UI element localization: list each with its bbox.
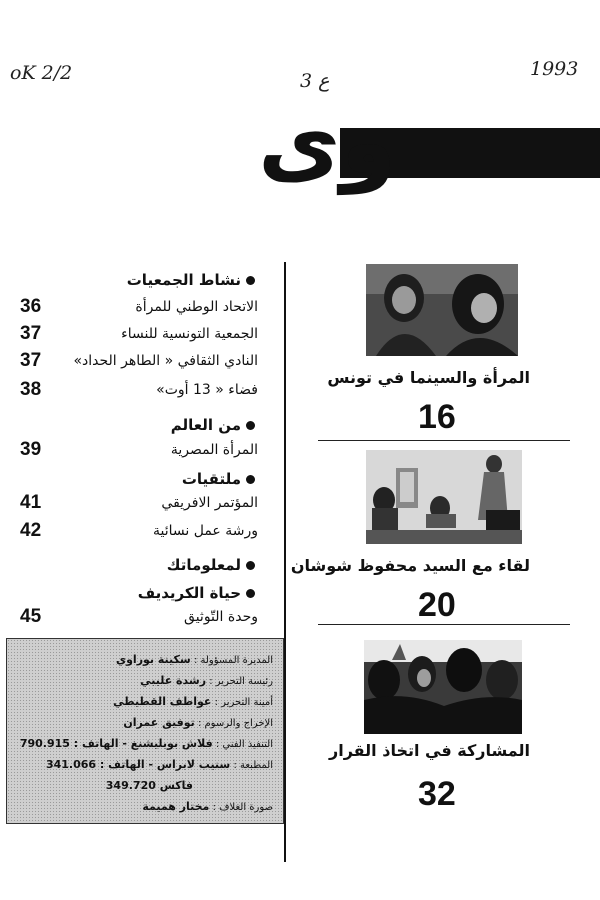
- toc-entry-title: الجمعية التونسية للنساء: [121, 326, 258, 342]
- staff-line: صورة الغلاف : مختار هميمة: [142, 800, 273, 813]
- toc-entry-page: 39: [20, 439, 42, 460]
- feature-divider: [318, 624, 570, 625]
- feature-photo-participation: [364, 640, 522, 734]
- feature-page-number: 16: [418, 398, 456, 436]
- toc-entry-title: المؤتمر الافريقي: [161, 495, 258, 511]
- feature-title[interactable]: المرأة والسينما في تونس: [327, 368, 530, 387]
- feature-title[interactable]: لقاء مع السيد محفوظ شوشان: [290, 556, 530, 575]
- toc-entry-page: 42: [20, 520, 42, 541]
- feature-photo-cinema: [366, 264, 518, 356]
- feature-page-number: 20: [418, 586, 456, 624]
- toc-entry-page: 36: [20, 296, 42, 317]
- staff-line: التنفيذ الفني : فلاش بوبليشنغ - الهاتف : 790.915: [19, 737, 273, 750]
- feature-photo-interview: [366, 450, 522, 544]
- column-divider: [284, 262, 286, 862]
- bullet-icon: [246, 561, 255, 570]
- staff-line: أمينة التحرير : عواطف القطيطي: [113, 695, 273, 708]
- staff-line: المطبعة : سنيب لابراس - الهاتف : 341.066: [45, 758, 273, 771]
- toc-entry-page: 37: [20, 350, 42, 371]
- section-heading: حياة الكريديف: [138, 584, 255, 602]
- bullet-icon: [246, 276, 255, 285]
- section-heading: نشاط الجمعيات: [127, 271, 255, 289]
- handwritten-year: 1993: [530, 58, 579, 80]
- toc-entry-title: الاتحاد الوطني للمرأة: [135, 299, 258, 315]
- toc-entry[interactable]: [20, 605, 258, 629]
- bullet-icon: [246, 421, 255, 430]
- toc-entry-title: فضاء « 13 أوت»: [156, 382, 258, 398]
- toc-entry-page: 45: [20, 606, 42, 627]
- toc-entry[interactable]: [20, 491, 258, 515]
- masthead-title: وى: [258, 90, 397, 195]
- staff-line: رئيسة التحرير : رشدة عليبي: [140, 674, 273, 687]
- handwritten-note-left: oK 2/2: [10, 62, 73, 84]
- toc-entry[interactable]: [20, 349, 258, 373]
- feature-page-number: 32: [418, 775, 456, 813]
- toc-entry-title: ورشة عمل نسائية: [153, 523, 258, 539]
- staff-line: فاكس 349.720: [105, 779, 193, 792]
- toc-entry[interactable]: [20, 322, 258, 346]
- toc-entry-title: المرأة المصرية: [170, 442, 258, 458]
- bullet-icon: [246, 475, 255, 484]
- section-heading: من العالم: [171, 416, 255, 434]
- feature-title[interactable]: المشاركة في اتخاذ القرار: [329, 741, 530, 760]
- toc-entry[interactable]: [20, 438, 258, 462]
- section-heading: ملتقيات: [182, 470, 255, 488]
- toc-entry-page: 37: [20, 323, 42, 344]
- staff-line: الإخراج والرسوم : توفيق عمران: [123, 716, 273, 729]
- toc-entry[interactable]: [20, 378, 258, 402]
- toc-entry-title: النادي الثقافي « الطاهر الحداد»: [73, 353, 258, 369]
- section-heading: لمعلوماتك: [167, 556, 255, 574]
- toc-entry[interactable]: [20, 295, 258, 319]
- handwritten-note-middle: 3 ع: [300, 70, 330, 92]
- staff-line: المديرة المسؤولة : سكينة بوراوي: [116, 653, 273, 666]
- bullet-icon: [246, 589, 255, 598]
- toc-entry[interactable]: [20, 519, 258, 543]
- toc-entry-page: 38: [20, 379, 42, 400]
- toc-entry-title: وحدة التّوثيق: [184, 609, 258, 625]
- feature-divider: [318, 440, 570, 441]
- toc-entry-page: 41: [20, 492, 42, 513]
- staff-credits-box: [6, 638, 284, 824]
